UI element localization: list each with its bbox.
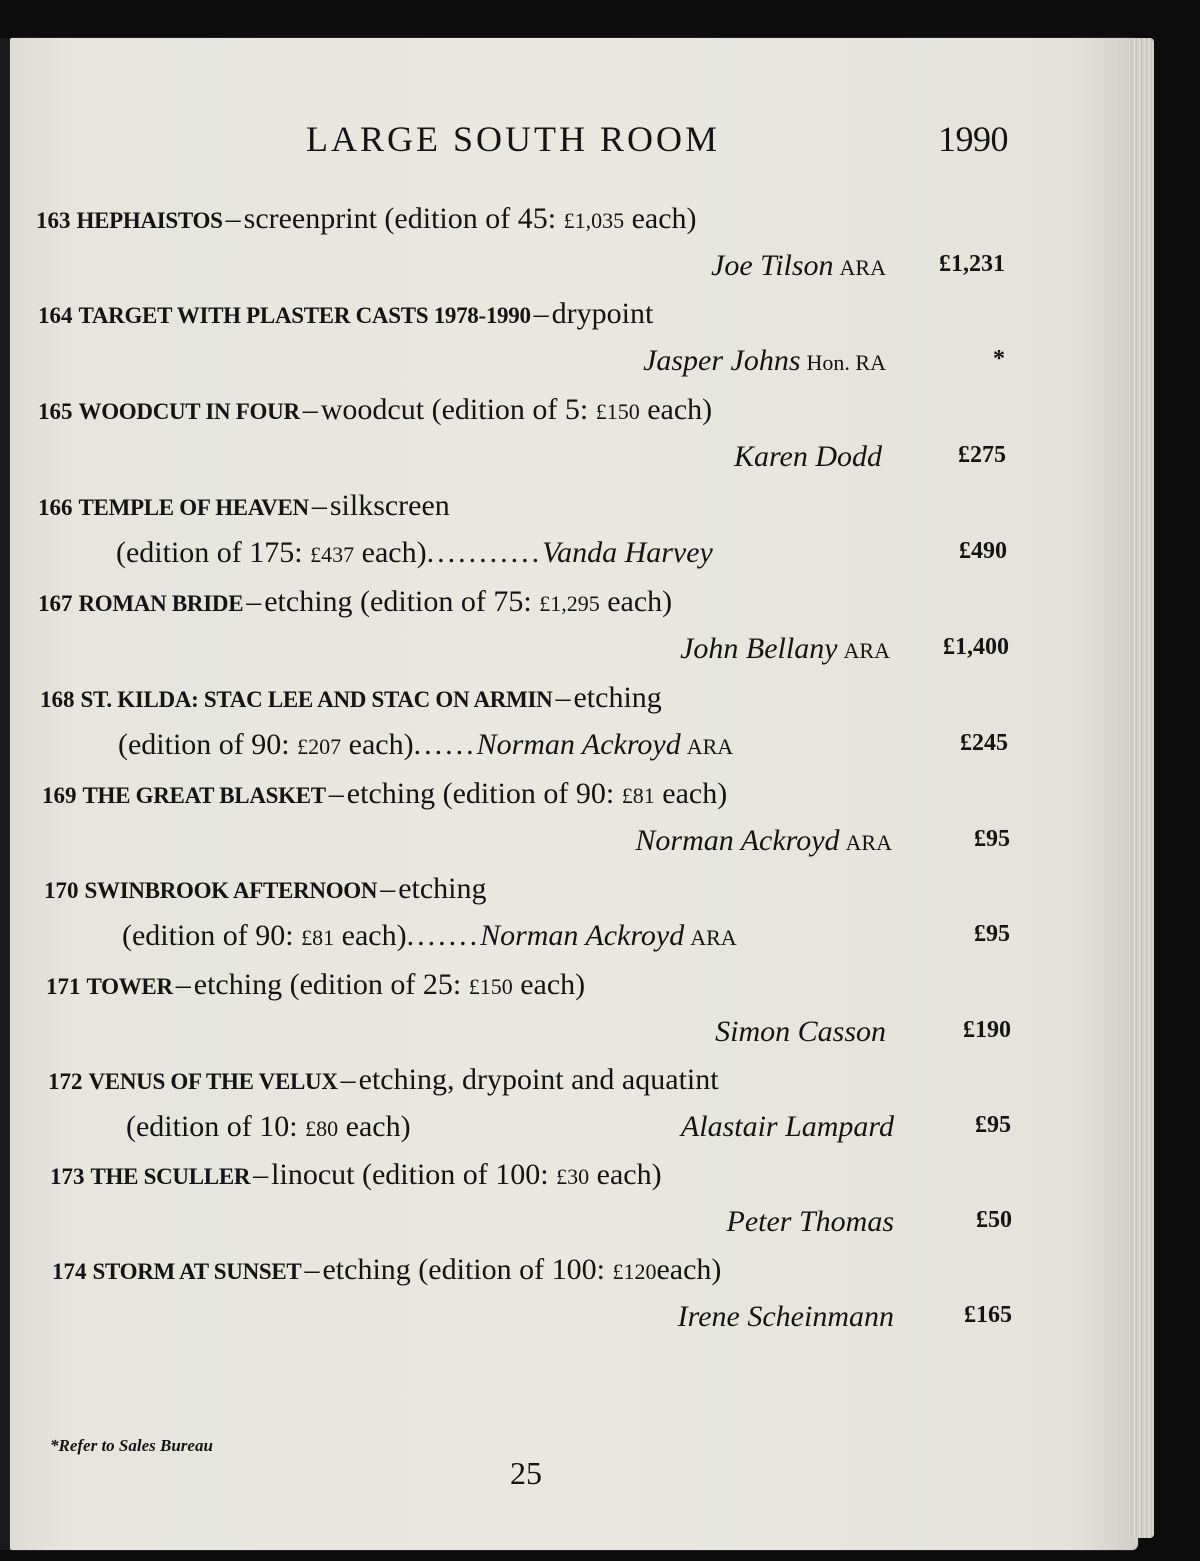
edition-price: £150 <box>468 974 513 999</box>
entry-medium: silkscreen <box>329 489 450 522</box>
entry-number: 171 <box>46 974 81 999</box>
catalogue-year: 1990 <box>938 119 1008 159</box>
leader-dots: ........... <box>426 536 543 569</box>
artist-name: Norman Ackroyd <box>480 919 685 952</box>
edition-price: £80 <box>305 1116 339 1141</box>
catalogue-entry <box>0 584 1200 674</box>
entry-number: 170 <box>44 878 79 903</box>
leader-dots: ....... <box>406 919 481 952</box>
artist-credit <box>643 343 886 381</box>
entry-price: £245 <box>960 730 1008 756</box>
catalogue-entry <box>0 201 1200 291</box>
edition-line: (edition of 10: £80 each) <box>126 1110 411 1143</box>
edition-price: £120 <box>612 1259 657 1284</box>
entry-number: 163 <box>36 208 71 233</box>
artist-name: Jasper Johns <box>643 344 801 377</box>
entry-medium: etching <box>573 681 662 714</box>
artist-name: Karen Dodd <box>733 440 882 473</box>
entry-medium: etching <box>322 1253 411 1286</box>
entry-heading: 172 VENUS OF THE VELUX – etching, drypoint and aquatint <box>48 1063 719 1096</box>
leader-dots: ...... <box>413 728 477 761</box>
edition-price: £81 <box>301 925 335 950</box>
entry-medium: etching <box>346 777 436 810</box>
entry-number: 166 <box>38 495 73 520</box>
entry-title: THE GREAT BLASKET <box>82 783 326 808</box>
edition-price: £81 <box>621 783 655 808</box>
entry-number: 164 <box>38 303 73 328</box>
entry-number: 168 <box>40 687 75 712</box>
artist-honour: ARA <box>845 830 892 855</box>
artist-credit <box>727 1204 895 1240</box>
edition-line: (edition of 175: £437 each)...........Vanda Harvey <box>116 536 713 569</box>
catalogue-entry <box>0 392 1200 482</box>
room-title: LARGE SOUTH ROOM <box>306 119 721 159</box>
artist-honour: ARA <box>843 638 890 663</box>
entry-number: 173 <box>50 1164 85 1189</box>
entry-medium: screenprint <box>243 202 377 235</box>
entry-medium: etching, drypoint and aquatint <box>358 1063 719 1096</box>
entry-title: STORM AT SUNSET <box>92 1259 302 1284</box>
entry-medium: etching <box>398 872 487 905</box>
entry-heading: 173 THE SCULLER – linocut (edition of 100: £30 each) <box>50 1158 662 1191</box>
entry-medium: woodcut <box>320 393 425 426</box>
entry-title: ST. KILDA: STAC LEE AND STAC ON ARMIN <box>80 687 553 712</box>
artist-credit <box>715 1014 892 1052</box>
edition-price: £30 <box>556 1164 590 1189</box>
entry-price: * <box>993 346 1005 372</box>
catalogue-entry <box>0 967 1200 1057</box>
artist-name: Joe Tilson <box>711 249 834 282</box>
artist-credit <box>635 823 892 861</box>
artist-name: Peter Thomas <box>726 1205 894 1238</box>
entry-number: 165 <box>38 399 73 424</box>
artist-name: John Bellany <box>680 632 838 665</box>
artist-honour: ARA <box>686 734 734 759</box>
artist-name: Vanda Harvey <box>542 536 713 569</box>
entry-price: £95 <box>974 826 1010 852</box>
artist-honour: Hon. RA <box>806 350 886 375</box>
artist-honour: ARA <box>690 925 737 950</box>
edition-line: (edition of 90: £81 each).......Norman Ackroyd ARA <box>122 919 737 952</box>
artist-credit <box>678 1299 894 1335</box>
artist-name: Alastair Lampard <box>680 1110 894 1143</box>
artist-name: Norman Ackroyd <box>476 728 681 761</box>
entry-medium: drypoint <box>551 297 654 330</box>
entry-number: 172 <box>48 1069 83 1094</box>
artist-credit <box>711 248 886 286</box>
footnote: *Refer to Sales Bureau <box>50 1436 213 1455</box>
artist-credit <box>734 439 888 477</box>
entry-heading: 165 WOODCUT IN FOUR – woodcut (edition of 5: £150 each) <box>38 393 713 426</box>
artist-name: Irene Scheinmann <box>677 1300 894 1333</box>
catalogue-entry <box>0 776 1200 866</box>
edition-price: £150 <box>595 399 640 424</box>
edition-price: £437 <box>310 542 355 567</box>
artist-honour: ARA <box>839 255 886 280</box>
entry-heading: 163 HEPHAISTOS – screenprint (edition of 45: £1,035 each) <box>36 202 697 235</box>
edition-line: (edition of 90: £207 each)......Norman Ackroyd ARA <box>118 728 734 761</box>
entry-title: VENUS OF THE VELUX <box>88 1069 338 1094</box>
entry-price: £490 <box>959 538 1007 564</box>
entry-price: £275 <box>958 442 1006 468</box>
entry-title: HEPHAISTOS <box>76 208 223 233</box>
page-number: 25 <box>510 1455 542 1491</box>
entry-heading: 168 ST. KILDA: STAC LEE AND STAC ON ARMIN – etching <box>40 681 662 714</box>
entry-heading: 170 SWINBROOK AFTERNOON – etching <box>44 872 487 905</box>
entry-title: ROMAN BRIDE <box>78 591 244 616</box>
edition-price: £207 <box>297 734 342 759</box>
edition-price: £1,035 <box>563 208 625 233</box>
entry-heading: 164 TARGET WITH PLASTER CASTS 1978-1990 – drypoint <box>38 297 654 330</box>
entry-medium: etching <box>264 585 353 618</box>
catalogue-entry <box>0 296 1200 386</box>
entry-title: THE SCULLER <box>90 1164 251 1189</box>
entry-medium: etching <box>193 968 283 1001</box>
entry-title: TOWER <box>86 974 173 999</box>
artist-name: Simon Casson <box>715 1015 886 1048</box>
entry-medium: linocut <box>271 1158 355 1191</box>
edition-price: £1,295 <box>539 591 600 616</box>
entry-number: 167 <box>38 591 73 616</box>
entry-heading: 174 STORM AT SUNSET – etching (edition of 100: £120each) <box>52 1253 722 1286</box>
entry-heading: 171 TOWER – etching (edition of 25: £150 each) <box>46 968 586 1001</box>
entry-title: TEMPLE OF HEAVEN <box>78 495 309 520</box>
catalogue-entry <box>0 1252 1200 1342</box>
entry-title: WOODCUT IN FOUR <box>78 399 300 424</box>
artist-credit <box>680 631 890 669</box>
catalogue-entry <box>0 871 1200 961</box>
entry-price: £95 <box>975 1112 1011 1138</box>
catalogue-entry <box>0 488 1200 578</box>
catalogue-entry <box>0 680 1200 770</box>
entry-price: £95 <box>974 921 1010 947</box>
entry-price: £165 <box>964 1302 1012 1328</box>
entry-heading: 169 THE GREAT BLASKET – etching (edition of 90: £81 each) <box>42 777 728 810</box>
entry-price: £1,400 <box>943 634 1009 660</box>
entry-heading: 166 TEMPLE OF HEAVEN – silkscreen <box>38 489 450 522</box>
artist-credit <box>681 1109 894 1145</box>
artist-name: Norman Ackroyd <box>635 824 840 857</box>
entry-price: £1,231 <box>939 251 1005 277</box>
entry-title: SWINBROOK AFTERNOON <box>84 878 378 903</box>
entry-heading: 167 ROMAN BRIDE – etching (edition of 75: £1,295 each) <box>38 585 673 618</box>
entry-title: TARGET WITH PLASTER CASTS 1978-1990 <box>78 303 531 328</box>
page-header <box>0 118 1200 162</box>
entry-price: £50 <box>976 1207 1012 1233</box>
entry-number: 174 <box>52 1259 87 1284</box>
entry-number: 169 <box>42 783 77 808</box>
catalogue-entry <box>0 1062 1200 1152</box>
catalogue-entry <box>0 1157 1200 1247</box>
entry-price: £190 <box>963 1017 1011 1043</box>
